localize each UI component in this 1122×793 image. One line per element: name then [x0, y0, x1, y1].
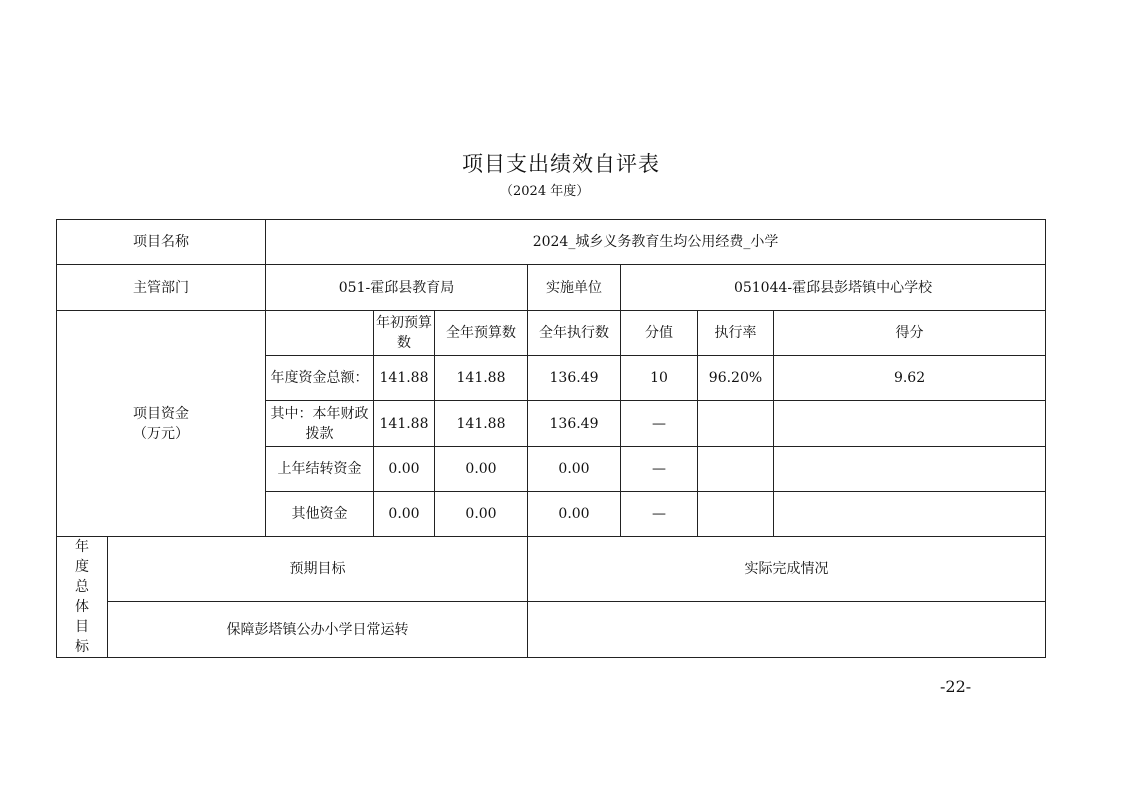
goal-header-row — [57, 537, 1046, 602]
header-score-weight: 分值 — [621, 311, 698, 356]
dept-label: 主管部门 — [57, 265, 266, 311]
self-evaluation-table — [56, 219, 1046, 658]
execution-value: 0.00 — [528, 447, 621, 492]
execution-value: 0.00 — [528, 492, 621, 537]
header-full-year-execution: 全年执行数 — [528, 311, 621, 356]
full-year-budget-value: 0.00 — [435, 447, 528, 492]
score-weight-value: — — [621, 401, 698, 447]
full-year-budget-value: 0.00 — [435, 492, 528, 537]
project-name-row — [57, 220, 1046, 265]
funds-blank-header — [266, 311, 374, 356]
funds-label: 项目资金 — [133, 405, 189, 422]
execution-rate-value: 96.20% — [698, 356, 774, 401]
full-year-budget-value: 141.88 — [435, 356, 528, 401]
funds-label-cell — [57, 311, 266, 537]
score-weight-value: — — [621, 447, 698, 492]
header-initial-budget: 年初预算数 — [374, 311, 435, 356]
funds-unit: （万元） — [133, 425, 189, 442]
row-label: 年度资金总额： — [266, 356, 374, 401]
page-number: -22- — [940, 677, 972, 696]
header-score: 得分 — [774, 311, 1046, 356]
execution-rate-value — [698, 492, 774, 537]
score-value — [774, 492, 1046, 537]
execution-value: 136.49 — [528, 356, 621, 401]
execution-rate-value — [698, 447, 774, 492]
project-name-value: 2024_城乡义务教育生均公用经费_小学 — [266, 220, 1046, 265]
initial-budget-value: 0.00 — [374, 492, 435, 537]
unit-label: 实施单位 — [528, 265, 621, 311]
department-row — [57, 265, 1046, 311]
goal-section-label-text: 年 度 总 体 目 标 — [75, 539, 89, 655]
expected-goal-header: 预期目标 — [108, 537, 528, 602]
initial-budget-value: 0.00 — [374, 447, 435, 492]
header-execution-rate: 执行率 — [698, 311, 774, 356]
goal-content-row — [57, 602, 1046, 658]
actual-completion-header: 实际完成情况 — [528, 537, 1046, 602]
score-value — [774, 401, 1046, 447]
header-full-year-budget: 全年预算数 — [435, 311, 528, 356]
score-value — [774, 447, 1046, 492]
full-year-budget-value: 141.88 — [435, 401, 528, 447]
dept-value: 051-霍邱县教育局 — [266, 265, 528, 311]
score-weight-value: — — [621, 492, 698, 537]
score-weight-value: 10 — [621, 356, 698, 401]
score-value: 9.62 — [774, 356, 1046, 401]
execution-rate-value — [698, 401, 774, 447]
unit-value: 051044-霍邱县彭塔镇中心学校 — [621, 265, 1046, 311]
row-label: 其他资金 — [266, 492, 374, 537]
goal-section-label — [57, 537, 108, 658]
initial-budget-value: 141.88 — [374, 401, 435, 447]
initial-budget-value: 141.88 — [374, 356, 435, 401]
funds-header-row — [57, 311, 1046, 356]
project-name-label: 项目名称 — [57, 220, 266, 265]
document-title: 项目支出绩效自评表 — [462, 152, 660, 176]
execution-value: 136.49 — [528, 401, 621, 447]
actual-completion-text — [528, 602, 1046, 658]
expected-goal-text: 保障彭塔镇公办小学日常运转 — [108, 602, 528, 658]
row-label: 上年结转资金 — [266, 447, 374, 492]
row-label: 其中：本年财政拨款 — [266, 401, 374, 447]
document-subtitle: （2024 年度） — [500, 184, 590, 199]
